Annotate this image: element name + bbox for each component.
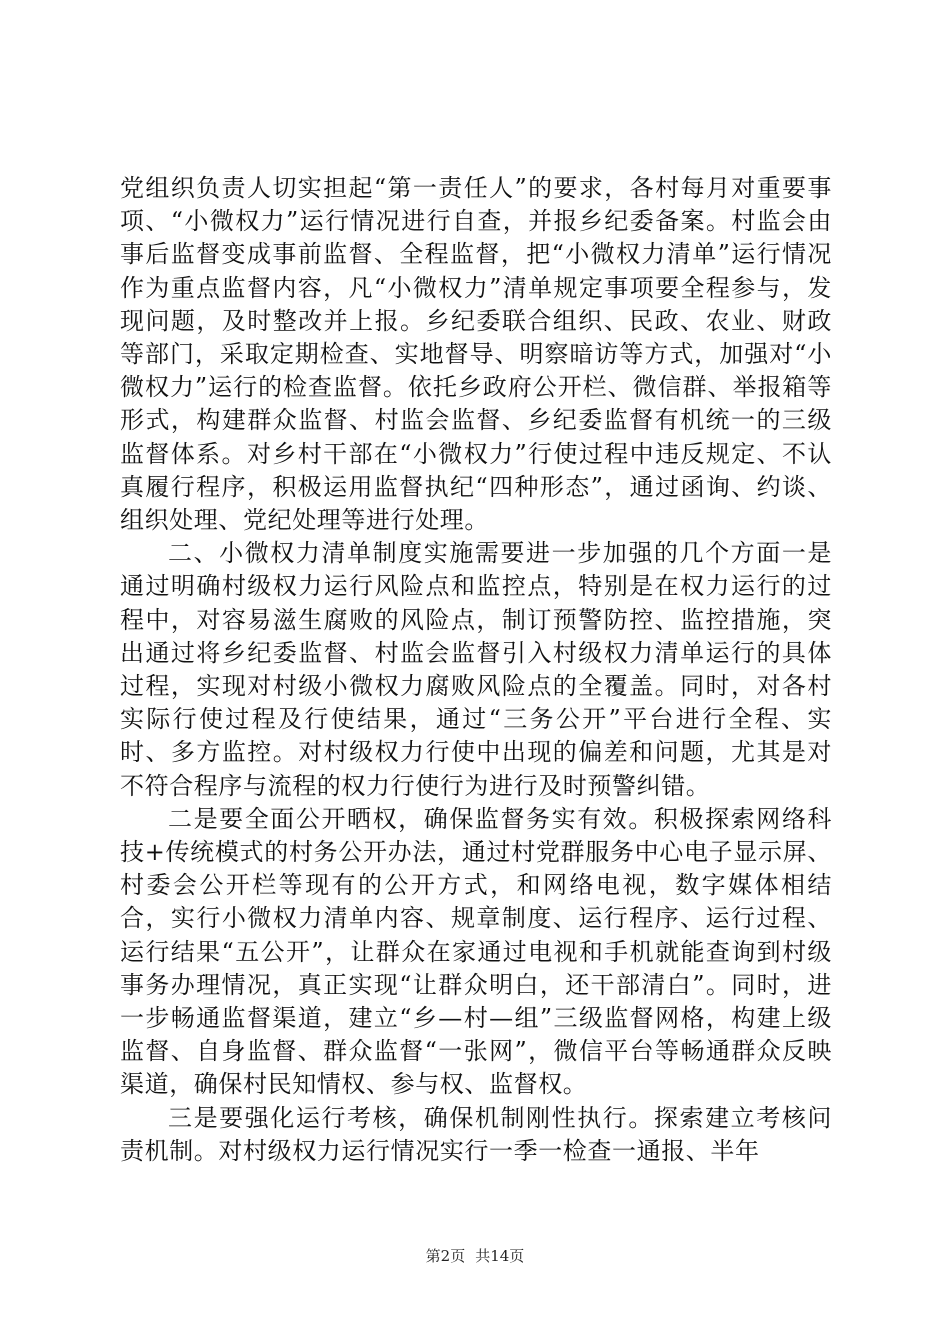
- paragraph-3: 二是要全面公开晒权，确保监督务实有效。积极探索网络科技+传统模式的村务公开办法，通过村党群服务中心电子显示屏、村委会公开栏等现有的公开方式，和网络电视，数字媒体相结合，实行小微权力清单内容、规章制度、运行程序、运行过程、运行结果“五公开”，让群众在家通过电视和手机就能查询到村级事务办理情况，真正实现“让群众明白，还干部清白”。同时，进一步畅通监督渠道，建立“乡—村—组”三级监督网格，构建上级监督、自身监督、群众监督“一张网”，微信平台等畅通群众反映渠道，确保村民知情权、参与权、监督权。: [120, 804, 832, 1099]
- document-body: [120, 172, 832, 1168]
- paragraph-2: 二、小微权力清单制度实施需要进一步加强的几个方面一是通过明确村级权力运行风险点和监控点，特别是在权力运行的过程中，对容易滋生腐败的风险点，制订预警防控、监控措施，突出通过将乡纪委监督、村监会监督引入村级权力清单运行的具体过程，实现对村级小微权力腐败风险点的全覆盖。同时，对各村实际行使过程及行使结果，通过“三务公开”平台进行全程、实时、多方监控。对村级权力行使中出现的偏差和问题，尤其是对不符合程序与流程的权力行使行为进行及时预警纠错。: [120, 539, 832, 800]
- page-number: 第2页: [425, 1247, 466, 1265]
- page-total: 共14页: [475, 1247, 525, 1265]
- paragraph-4: 三是要强化运行考核，确保机制刚性执行。探索建立考核问责机制。对村级权力运行情况实行一季一检查一通报、半年: [120, 1103, 832, 1165]
- paragraph-1: 党组织负责人切实担起“第一责任人”的要求，各村每月对重要事项、“小微权力”运行情况进行自查，并报乡纪委备案。村监会由事后监督变成事前监督、全程监督，把“小微权力清单”运行情况作为重点监督内容，凡“小微权力”清单规定事项要全程参与，发现问题，及时整改并上报。乡纪委联合组织、民政、农业、财政等部门，采取定期检查、实地督导、明察暗访等方式，加强对“小微权力”运行的检查监督。依托乡政府公开栏、微信群、举报箱等形式，构建群众监督、村监会监督、乡纪委监督有机统一的三级监督体系。对乡村干部在“小微权力”行使过程中违反规定、不认真履行程序，积极运用监督执纪“四种形态”，通过函询、约谈、组织处理、党纪处理等进行处理。: [120, 174, 832, 535]
- page-footer: [0, 1246, 950, 1266]
